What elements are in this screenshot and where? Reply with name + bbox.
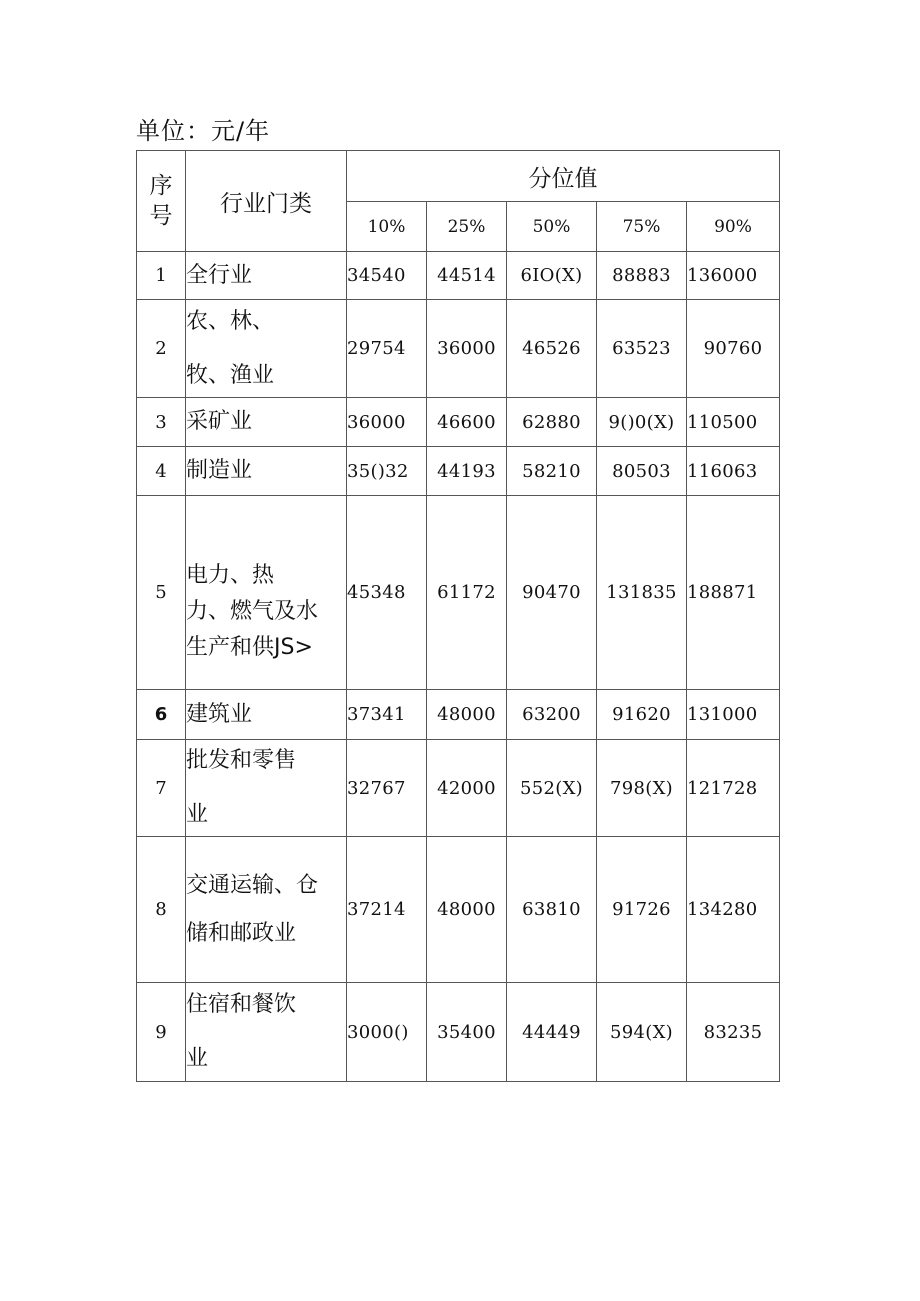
cell-p90: 136000 xyxy=(687,252,780,300)
header-p50: 50% xyxy=(507,202,597,252)
row-seq: 6 xyxy=(137,690,186,740)
cell-p90: 121728 xyxy=(687,740,780,837)
wage-quantile-table xyxy=(136,150,780,1082)
cell-p10: 3000() xyxy=(347,983,427,1082)
row-industry xyxy=(186,496,347,690)
cell-p90: 188871 xyxy=(687,496,780,690)
cell-p10: 32767 xyxy=(347,740,427,837)
cell-p10: 37214 xyxy=(347,837,427,983)
cell-p25: 48000 xyxy=(427,837,507,983)
row-seq: 1 xyxy=(137,252,186,300)
cell-p90: 131000 xyxy=(687,690,780,740)
header-quantile: 分位值 xyxy=(347,151,780,202)
cell-p75: 594(X) xyxy=(597,983,687,1082)
industry-line: 批发和零售 xyxy=(186,748,297,773)
industry-line: 农、林、 xyxy=(186,308,275,334)
cell-p25: 36000 xyxy=(427,300,507,398)
header-p10: 10% xyxy=(347,202,427,252)
header-p90: 90% xyxy=(687,202,780,252)
cell-p75: 80503 xyxy=(597,447,687,496)
cell-p25: 48000 xyxy=(427,690,507,740)
cell-p50: 46526 xyxy=(507,300,597,398)
industry-line: 全行业 xyxy=(186,262,253,288)
industry-line: 建筑业 xyxy=(186,701,253,727)
industry-line: 储和邮政业 xyxy=(186,920,297,946)
row-seq: 5 xyxy=(137,496,186,690)
industry-line: 生产和供JS> xyxy=(186,634,313,660)
industry-line: 交通运输、仓 xyxy=(186,872,319,898)
table-row xyxy=(137,740,780,837)
cell-p50: 552(X) xyxy=(507,740,597,837)
row-seq: 3 xyxy=(137,398,186,447)
cell-p25: 44193 xyxy=(427,447,507,496)
cell-p75: 131835 xyxy=(597,496,687,690)
row-industry xyxy=(186,740,347,837)
cell-p50: 44449 xyxy=(507,983,597,1082)
cell-p75: 9()0(X) xyxy=(597,398,687,447)
row-seq: 8 xyxy=(137,837,186,983)
cell-p50: 90470 xyxy=(507,496,597,690)
cell-p10: 37341 xyxy=(347,690,427,740)
cell-p25: 46600 xyxy=(427,398,507,447)
cell-p90: 116063 xyxy=(687,447,780,496)
cell-p25: 44514 xyxy=(427,252,507,300)
cell-p50: 63810 xyxy=(507,837,597,983)
cell-p25: 35400 xyxy=(427,983,507,1082)
row-industry xyxy=(186,447,347,496)
row-industry xyxy=(186,690,347,740)
cell-p75: 88883 xyxy=(597,252,687,300)
cell-p90: 110500 xyxy=(687,398,780,447)
cell-p10: 36000 xyxy=(347,398,427,447)
cell-p75: 91620 xyxy=(597,690,687,740)
table-row xyxy=(137,983,780,1082)
industry-line: 业 xyxy=(186,1046,209,1071)
row-industry xyxy=(186,398,347,447)
header-p25: 25% xyxy=(427,202,507,252)
header-p75: 75% xyxy=(597,202,687,252)
row-seq: 9 xyxy=(137,983,186,1082)
cell-p10: 34540 xyxy=(347,252,427,300)
header-seq xyxy=(137,151,186,252)
cell-p10: 29754 xyxy=(347,300,427,398)
cell-p90: 90760 xyxy=(687,300,780,398)
row-industry xyxy=(186,252,347,300)
row-industry xyxy=(186,300,347,398)
table-row xyxy=(137,496,780,690)
table-row xyxy=(137,300,780,398)
cell-p90: 83235 xyxy=(687,983,780,1082)
table-row xyxy=(137,252,780,300)
industry-line: 电力、热 xyxy=(186,562,275,588)
unit-label: 单位：元/年 xyxy=(136,117,271,145)
cell-p10: 45348 xyxy=(347,496,427,690)
cell-p90: 134280 xyxy=(687,837,780,983)
industry-line: 力、燃气及水 xyxy=(186,598,319,624)
cell-p10: 35()32 xyxy=(347,447,427,496)
header-seq-text: 序号 xyxy=(149,173,173,229)
table-row xyxy=(137,837,780,983)
row-industry xyxy=(186,837,347,983)
industry-line: 牧、渔业 xyxy=(186,362,275,388)
cell-p50: 6IO(X) xyxy=(507,252,597,300)
table-row xyxy=(137,690,780,740)
cell-p75: 91726 xyxy=(597,837,687,983)
row-seq: 2 xyxy=(137,300,186,398)
header-industry: 行业门类 xyxy=(186,151,347,252)
cell-p25: 42000 xyxy=(427,740,507,837)
cell-p50: 62880 xyxy=(507,398,597,447)
cell-p75: 63523 xyxy=(597,300,687,398)
row-seq: 4 xyxy=(137,447,186,496)
cell-p50: 63200 xyxy=(507,690,597,740)
industry-line: 制造业 xyxy=(186,458,253,483)
table-row xyxy=(137,447,780,496)
table-row xyxy=(137,398,780,447)
industry-line: 业 xyxy=(186,802,209,827)
cell-p25: 61172 xyxy=(427,496,507,690)
industry-line: 采矿业 xyxy=(186,409,253,434)
cell-p50: 58210 xyxy=(507,447,597,496)
cell-p75: 798(X) xyxy=(597,740,687,837)
industry-line: 住宿和餐饮 xyxy=(186,992,297,1017)
row-industry xyxy=(186,983,347,1082)
row-seq: 7 xyxy=(137,740,186,837)
